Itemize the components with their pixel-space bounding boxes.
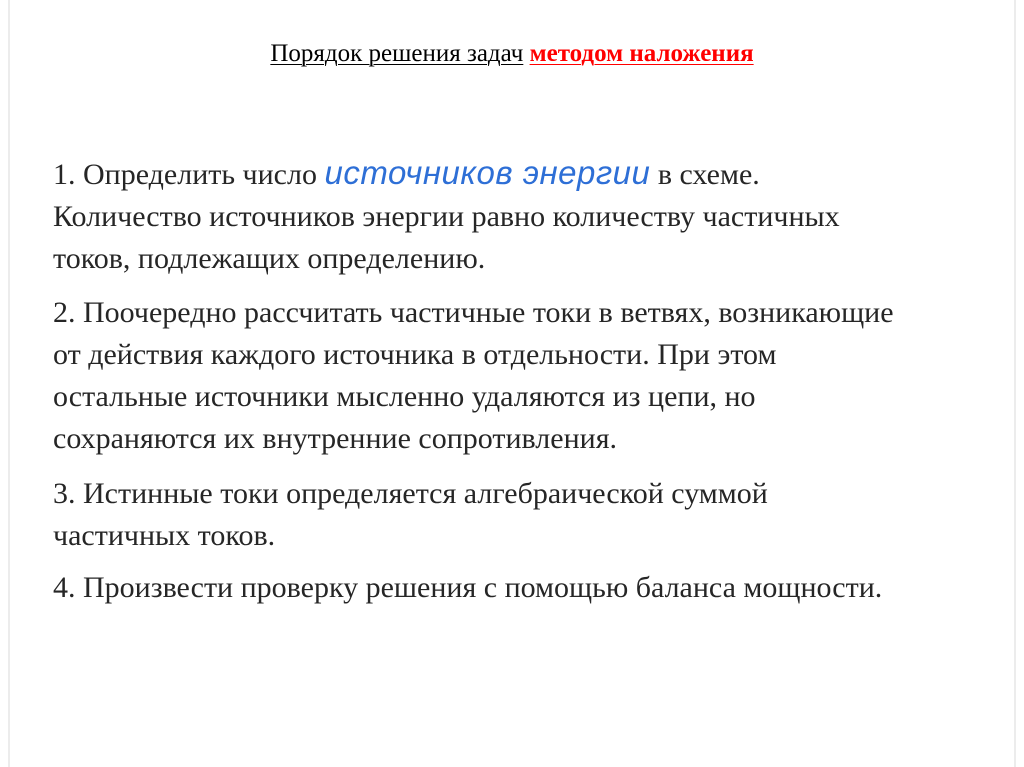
slide-title [0, 38, 1024, 70]
step-1-suffix: в схеме. [657, 158, 760, 191]
slide-left-edge [8, 0, 10, 767]
step-1-line-3: токов, подлежащих определению. [53, 242, 486, 275]
title-highlight: методом наложения [529, 40, 754, 67]
step-4 [53, 567, 1018, 609]
step-2-line-2: от действия каждого источника в отдельности. При этом [53, 338, 777, 371]
step-2 [53, 292, 1018, 460]
step-1-accent: источников энергии [324, 154, 651, 191]
step-1-line-2: Количество источников энергии равно количеству частичных [53, 200, 840, 233]
step-1-prefix: 1. Определить число [53, 158, 317, 191]
step-4-line-1: 4. Произвести проверку решения с помощью баланса мощности. [53, 571, 883, 604]
title-prefix: Порядок решения задач [270, 40, 524, 67]
step-2-line-1: 2. Поочередно рассчитать частичные токи в ветвях, возникающие [53, 296, 894, 329]
step-3 [53, 473, 1018, 557]
step-2-line-3: остальные источники мысленно удаляются из цепи, но [53, 380, 756, 413]
step-3-line-1: 3. Истинные токи определяется алгебраической суммой [53, 477, 768, 510]
step-3-line-2: частичных токов. [53, 519, 276, 552]
step-2-line-4: сохраняются их внутренние сопротивления. [53, 422, 617, 455]
step-1-line-1 [53, 152, 1018, 196]
step-1 [53, 152, 1018, 280]
